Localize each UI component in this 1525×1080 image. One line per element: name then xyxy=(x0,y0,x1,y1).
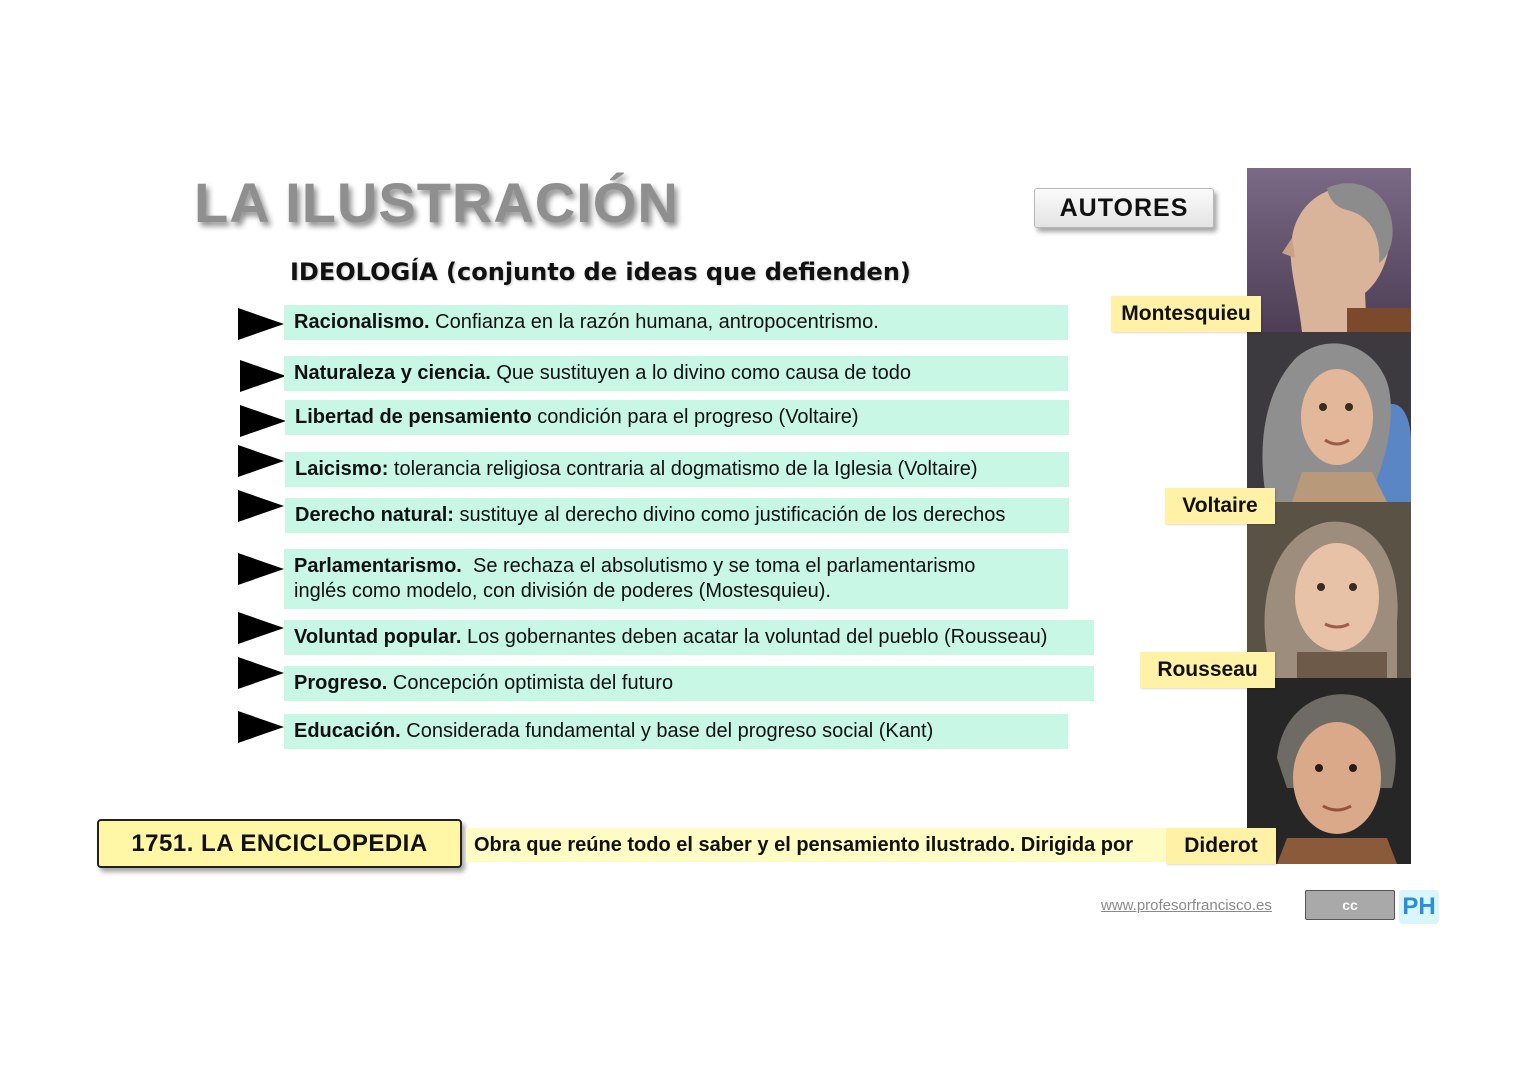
arrow-icon xyxy=(238,553,284,585)
ideology-heading: IDEOLOGÍA (conjunto de ideas que defienden) xyxy=(290,258,911,286)
arrow-icon xyxy=(238,490,284,522)
idea-lead: Progreso. xyxy=(294,672,388,694)
idea-lead: Naturaleza y ciencia. xyxy=(294,362,491,384)
idea-text: Se rechaza el absolutismo y se toma el parlamentarismo inglés como modelo, con división de poderes (Mostesquieu). xyxy=(294,555,981,602)
idea-item-progreso xyxy=(284,666,1094,701)
arrow-icon xyxy=(238,657,284,689)
enciclopedia-label: 1751. LA ENCICLOPEDIA xyxy=(97,819,462,868)
idea-item-educacion xyxy=(284,714,1068,749)
portrait-voltaire xyxy=(1247,332,1411,502)
author-name-rousseau: Rousseau xyxy=(1140,652,1275,688)
idea-item-naturaleza xyxy=(284,356,1068,391)
idea-lead: Derecho natural: xyxy=(295,504,454,526)
author-name-diderot: Diderot xyxy=(1166,828,1276,864)
page-title: LA ILUSTRACIÓN xyxy=(194,171,679,234)
arrow-icon xyxy=(238,612,284,644)
enciclopedia-description: Obra que reúne todo el saber y el pensamiento ilustrado. Dirigida por xyxy=(466,828,1166,862)
arrow-icon xyxy=(238,308,284,340)
author-name-voltaire: Voltaire xyxy=(1165,488,1275,524)
arrow-icon xyxy=(240,360,286,392)
idea-text: Que sustituyen a lo divino como causa de todo xyxy=(490,362,912,384)
author-name-montesquieu: Montesquieu xyxy=(1111,296,1261,332)
idea-item-parlamentarismo xyxy=(284,549,1068,609)
idea-lead: Libertad de pensamiento xyxy=(295,406,532,428)
idea-lead: Parlamentarismo. xyxy=(294,555,462,577)
idea-text: tolerancia religiosa contraria al dogmatismo de la Iglesia (Voltaire) xyxy=(388,458,978,480)
idea-lead: Racionalismo. xyxy=(294,311,430,333)
idea-item-laicismo xyxy=(285,452,1069,487)
idea-item-libertad xyxy=(285,400,1069,435)
arrow-icon xyxy=(240,405,286,437)
idea-item-voluntad-popular xyxy=(284,620,1094,655)
idea-text: condición para el progreso (Voltaire) xyxy=(531,406,859,428)
idea-text: Concepción optimista del futuro xyxy=(387,672,674,694)
idea-text: sustituye al derecho divino como justificación de los derechos xyxy=(453,504,1006,526)
footer-url-link[interactable]: www.profesorfrancisco.es xyxy=(1101,897,1272,914)
arrow-icon xyxy=(238,711,284,743)
idea-lead: Educación. xyxy=(294,720,401,742)
idea-item-racionalismo xyxy=(284,305,1068,340)
idea-text: Los gobernantes deben acatar la voluntad del pueblo (Rousseau) xyxy=(461,626,1048,648)
ph-logo-icon: PH xyxy=(1399,890,1439,924)
idea-item-derecho-natural xyxy=(285,498,1069,533)
cc-license-text: cc xyxy=(1342,897,1358,913)
idea-text: Confianza en la razón humana, antropocentrismo. xyxy=(429,311,879,333)
portrait-montesquieu xyxy=(1247,168,1411,332)
cc-license-icon xyxy=(1305,890,1395,920)
idea-text: Considerada fundamental y base del progreso social (Kant) xyxy=(400,720,934,742)
idea-lead: Laicismo: xyxy=(295,458,389,480)
autores-button[interactable]: AUTORES xyxy=(1034,188,1214,228)
idea-lead: Voluntad popular. xyxy=(294,626,462,648)
arrow-icon xyxy=(238,445,284,477)
